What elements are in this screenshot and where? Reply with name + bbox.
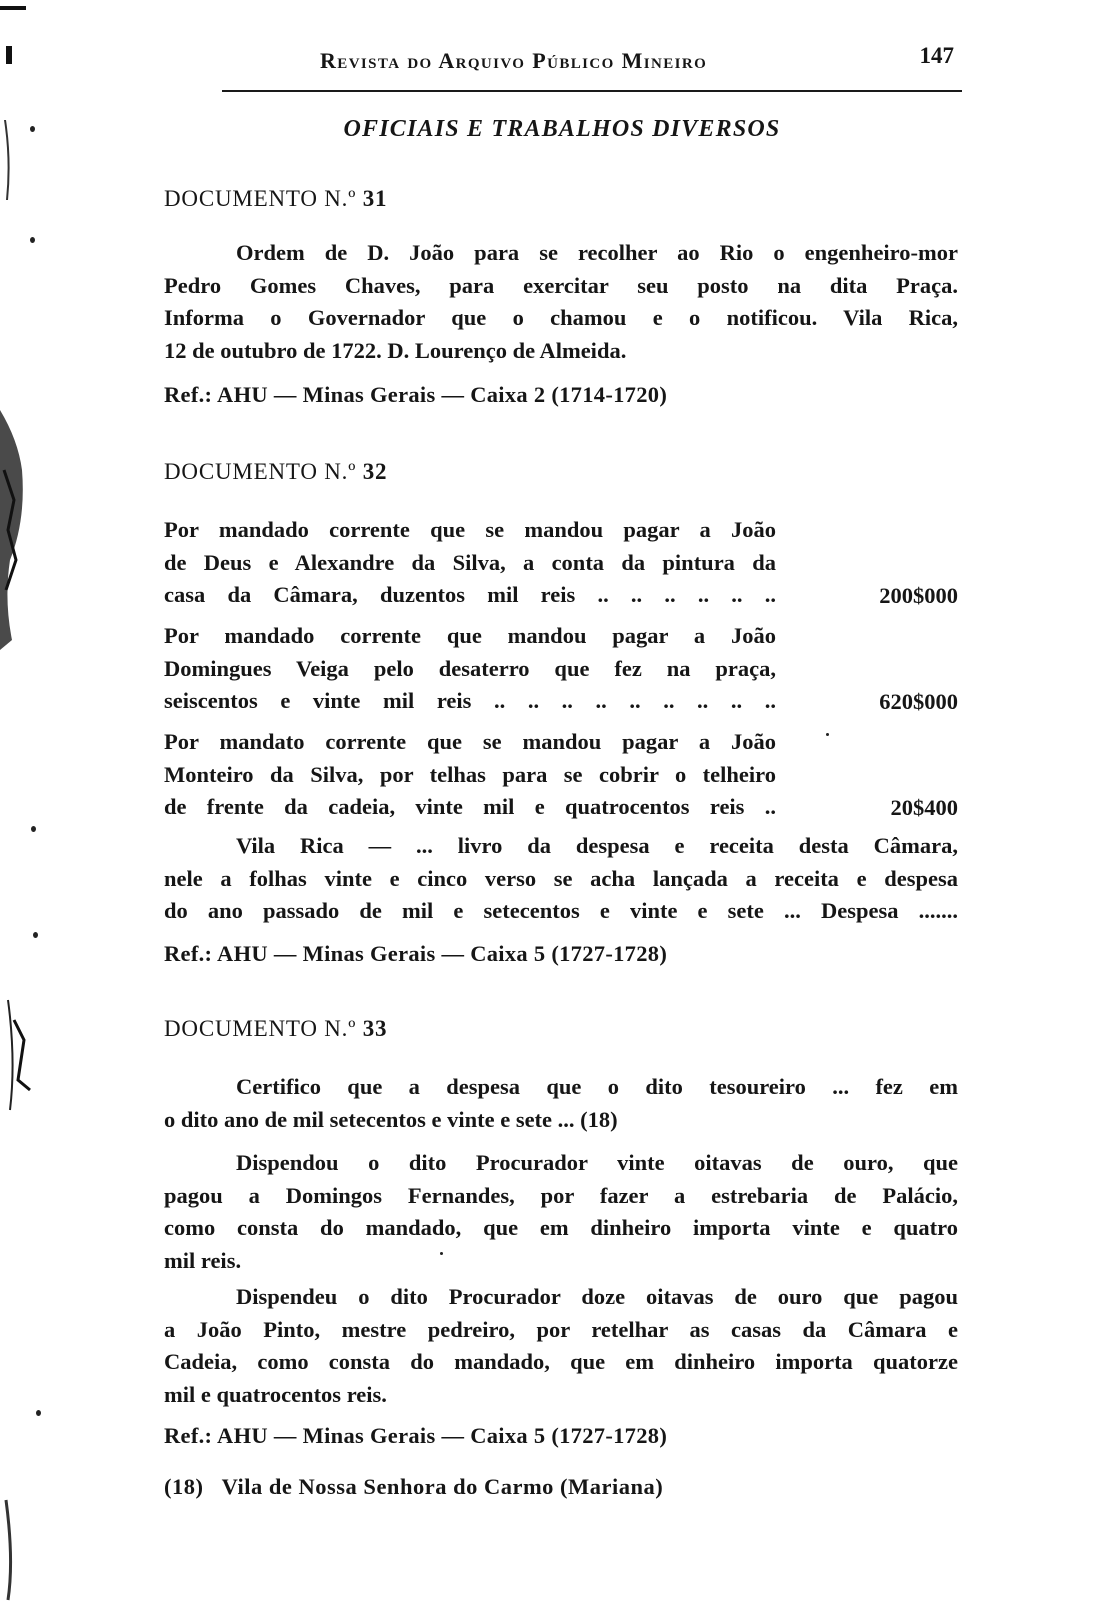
text-line: de frente da cadeia, vinte mil e quatrocentos reis .. [164,794,776,819]
expense-entry [164,620,958,718]
text-line: Informa o Governador que o chamou e o notificou. Vila Rica, [164,305,958,330]
section-title: OFICIAIS E TRABALHOS DIVERSOS [343,116,781,142]
document-31 [164,186,958,212]
footnote-marker: (18) [164,1474,204,1499]
text-line: Domingues Veiga pelo desaterro que fez na praça, [164,655,776,681]
document-33 [164,1016,958,1042]
text-line: Certifico que a despesa que o dito tesoureiro ... fez em [236,1074,958,1099]
text-line: Por mandato corrente que se mandou pagar a João [164,729,776,754]
scan-speck [30,237,35,243]
text-line: seiscentos e vinte mil reis .. .. .. .. .. .. .. .. .. [164,688,776,713]
expense-amount: 620$000 [879,688,958,714]
expense-entry [164,726,958,824]
text-line: pagou a Domingos Fernandes, por fazer a estrebaria de Palácio, [164,1182,958,1208]
text-line: Monteiro da Silva, por telhas para se cobrir o telheiro [164,761,776,787]
archive-reference: Ref.: AHU — Minas Gerais — Caixa 2 (1714-1720) [164,382,668,407]
document-33-paragraph-2 [164,1147,958,1277]
scan-speck [31,826,36,832]
archive-reference: Ref.: AHU — Minas Gerais — Caixa 5 (1727-1728) [164,941,668,966]
text-line: Por mandado corrente que mandou pagar a João [164,623,776,648]
scan-speck [33,932,38,938]
archive-reference: Ref.: AHU — Minas Gerais — Caixa 5 (1727-1728) [164,1423,668,1448]
text-line: mil reis. [164,1247,242,1273]
document-paragraph [164,1071,958,1136]
document-number: 32 [362,459,388,484]
text-line: Dispendou o dito Procurador vinte oitavas de ouro, que [236,1150,958,1175]
text-line: Cadeia, como consta do mandado, que em dinheiro importa quatorze [164,1349,958,1374]
document-paragraph [164,1281,958,1411]
document-heading [164,1016,958,1042]
document-31-ref [164,382,958,408]
document-32 [164,459,958,485]
text-line: de Deus e Alexandre da Silva, a conta da pintura da [164,549,776,575]
document-number: 31 [362,186,388,211]
text-line: como consta do mandado, que em dinheiro importa vinte e quatro [164,1215,958,1240]
text-line: casa da Câmara, duzentos mil reis .. .. .. .. .. .. [164,582,776,607]
document-heading [164,186,958,212]
document-32-closing [164,830,958,928]
footnote-text: Vila de Nossa Senhora do Carmo (Mariana) [221,1474,664,1499]
text-line: o dito ano de mil setecentos e vinte e sete ... (18) [164,1106,618,1132]
text-line: Ordem de D. João para se recolher ao Rio o engenheiro-mor [236,240,958,265]
document-label: DOCUMENTO N.º [164,186,357,211]
text-line: mil e quatrocentos reis. [164,1381,387,1407]
document-label: DOCUMENTO N.º [164,459,357,484]
footnote [164,1474,958,1500]
document-31-body [164,237,958,367]
scan-binding-edge [0,0,42,1606]
document-paragraph [164,1147,958,1277]
page-header [222,38,962,96]
document-33-paragraph-3 [164,1281,958,1411]
text-line: 12 de outubro de 1722. D. Lourenço de Almeida. [164,337,627,363]
scan-speck [30,126,35,132]
text-line: Por mandado corrente que se mandou pagar a João [164,517,776,542]
document-heading [164,459,958,485]
text-line: Dispendeu o dito Procurador doze oitavas de ouro que pagou [236,1284,958,1309]
document-paragraph [164,830,958,928]
expense-entry [164,514,958,612]
scan-speck [36,1410,41,1416]
text-line: Pedro Gomes Chaves, para exercitar seu posto na dita Praça. [164,272,958,298]
document-32-ref [164,941,958,967]
document-label: DOCUMENTO N.º [164,1016,357,1041]
document-33-paragraph-1 [164,1071,958,1136]
document-33-ref [164,1423,958,1449]
text-line: a João Pinto, mestre pedreiro, por retelhar as casas da Câmara e [164,1316,958,1342]
header-rule [222,90,962,92]
text-line: nele a folhas vinte e cinco verso se acha lançada a receita e despesa [164,865,958,891]
document-number: 33 [362,1016,388,1041]
expense-amount: 200$000 [879,582,958,608]
expense-amount: 20$400 [890,794,958,820]
running-title: Revista do Arquivo Público Mineiro [320,48,708,73]
text-line: Vila Rica — ... livro da despesa e receita desta Câmara, [236,833,958,858]
document-paragraph [164,237,958,367]
text-line: do ano passado de mil e setecentos e vinte e sete ... Despesa ....... [164,898,958,923]
page-number: 147 [919,43,954,68]
